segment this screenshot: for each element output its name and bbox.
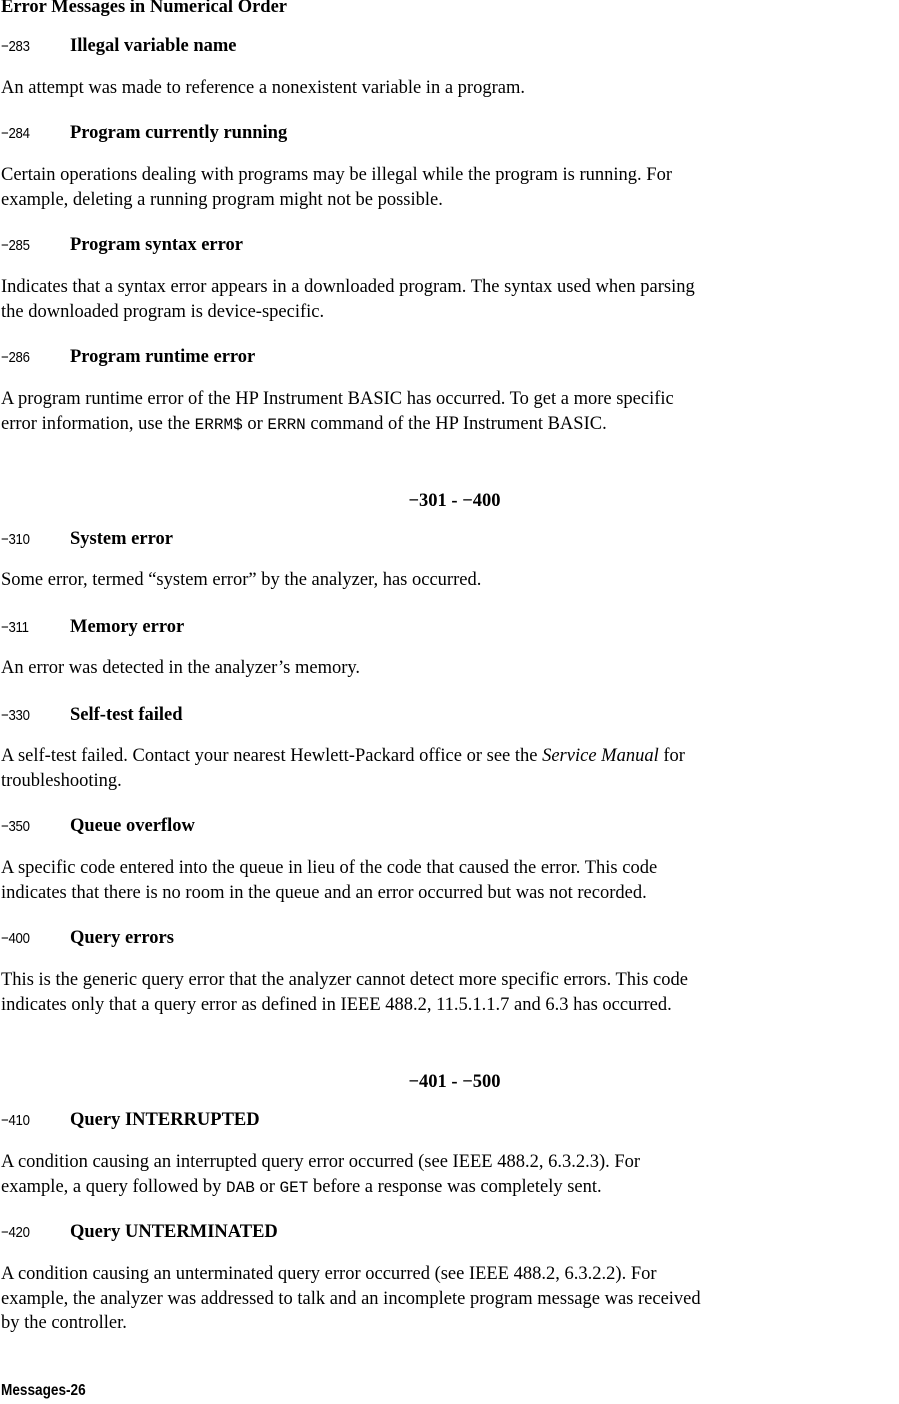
error-description bbox=[1, 1262, 899, 1336]
error-title: Program currently running bbox=[70, 123, 288, 143]
error-entry-header bbox=[1, 816, 195, 842]
error-entry-header bbox=[1, 235, 243, 261]
error-code: −420 bbox=[1, 1224, 30, 1241]
text-run: example, a query followed by bbox=[1, 1176, 227, 1197]
description-line: A specific code entered into the queue in lieu of the code that caused the error. This code bbox=[1, 858, 658, 878]
text-run: or bbox=[242, 413, 268, 434]
error-entry-header bbox=[1, 1222, 278, 1248]
range-heading: −401 - −500 bbox=[408, 1072, 501, 1092]
description-line: by the controller. bbox=[1, 1313, 127, 1333]
error-description bbox=[1, 387, 899, 437]
error-code: −286 bbox=[1, 349, 30, 366]
error-entry-header bbox=[1, 529, 173, 555]
description-line: A condition causing an interrupted query error occurred (see IEEE 488.2, 6.3.2.3). For bbox=[1, 1152, 641, 1172]
error-description: An attempt was made to reference a nonexistent variable in a program. bbox=[1, 78, 525, 98]
error-code: −350 bbox=[1, 818, 30, 835]
running-head: Error Messages in Numerical Order bbox=[1, 0, 288, 17]
command-dab: DAB bbox=[226, 1178, 255, 1197]
error-description: Some error, termed “system error” by the analyzer, has occurred. bbox=[1, 570, 482, 590]
error-entry-header bbox=[1, 617, 184, 643]
error-entry-header bbox=[1, 36, 236, 62]
description-line: troubleshooting. bbox=[1, 770, 122, 791]
error-title: Self-test failed bbox=[70, 705, 183, 725]
text-run: before a response was completely sent. bbox=[308, 1176, 602, 1197]
description-line: A condition causing an unterminated query error occurred (see IEEE 488.2, 6.3.2.2). For bbox=[1, 1264, 657, 1284]
error-title: System error bbox=[70, 529, 173, 549]
error-entry-header bbox=[1, 347, 255, 373]
text-run: for bbox=[658, 746, 685, 766]
description-line: example, deleting a running program might not be possible. bbox=[1, 189, 443, 210]
text-run: error information, use the bbox=[1, 413, 195, 434]
description-line bbox=[1, 1175, 899, 1201]
error-title: Query errors bbox=[70, 928, 174, 948]
error-code: −310 bbox=[1, 531, 30, 548]
error-entry-header bbox=[1, 705, 183, 731]
description-line: example, the analyzer was addressed to talk and an incomplete program message was received bbox=[1, 1288, 701, 1309]
description-line: Indicates that a syntax error appears in a downloaded program. The syntax used when parsing bbox=[1, 277, 695, 297]
description-line bbox=[1, 744, 899, 769]
error-code: −285 bbox=[1, 237, 30, 254]
error-entry-header bbox=[1, 1110, 260, 1136]
page-footer: Messages-26 bbox=[1, 1382, 86, 1399]
error-description bbox=[1, 275, 899, 324]
error-entry-header bbox=[1, 123, 287, 149]
error-code: −283 bbox=[1, 38, 30, 55]
error-description bbox=[1, 856, 899, 905]
error-description bbox=[1, 1150, 899, 1200]
command-errm: ERRM$ bbox=[194, 415, 243, 434]
error-code: −311 bbox=[1, 619, 29, 636]
description-line: Certain operations dealing with programs may be illegal while the program is running. For bbox=[1, 165, 672, 185]
error-title: Program runtime error bbox=[70, 347, 256, 367]
text-run: or bbox=[254, 1176, 280, 1197]
service-manual-title: Service Manual bbox=[542, 746, 659, 766]
error-code: −400 bbox=[1, 930, 30, 947]
description-line: A program runtime error of the HP Instrument BASIC has occurred. To get a more specific bbox=[1, 389, 674, 409]
description-line: indicates that there is no room in the queue and an error occurred but was not recorded. bbox=[1, 882, 647, 903]
error-description: An error was detected in the analyzer’s memory. bbox=[1, 658, 361, 678]
command-get: GET bbox=[279, 1178, 309, 1197]
description-line bbox=[1, 412, 899, 438]
error-title: Program syntax error bbox=[70, 235, 243, 255]
range-heading: −301 - −400 bbox=[408, 491, 501, 511]
error-title: Illegal variable name bbox=[70, 36, 237, 56]
error-description bbox=[1, 163, 899, 212]
text-run: command of the HP Instrument BASIC. bbox=[305, 413, 607, 434]
error-title: Query INTERRUPTED bbox=[70, 1110, 260, 1130]
error-description bbox=[1, 968, 899, 1017]
error-code: −284 bbox=[1, 125, 30, 142]
error-title: Memory error bbox=[70, 617, 185, 637]
error-code: −330 bbox=[1, 707, 30, 724]
error-entry-header bbox=[1, 928, 174, 954]
text-run: A self-test failed. Contact your nearest Hewlett-Packard office or see the bbox=[1, 746, 543, 766]
error-description bbox=[1, 744, 899, 793]
description-line: This is the generic query error that the analyzer cannot detect more specific errors. This code bbox=[1, 970, 688, 990]
error-title: Query UNTERMINATED bbox=[70, 1222, 278, 1242]
error-code: −410 bbox=[1, 1112, 30, 1129]
description-line: the downloaded program is device-specific. bbox=[1, 301, 325, 322]
command-errn: ERRN bbox=[267, 415, 306, 434]
error-title: Queue overflow bbox=[70, 816, 195, 836]
description-line: indicates only that a query error as defined in IEEE 488.2, 11.5.1.1.7 and 6.3 has occurred. bbox=[1, 994, 672, 1015]
